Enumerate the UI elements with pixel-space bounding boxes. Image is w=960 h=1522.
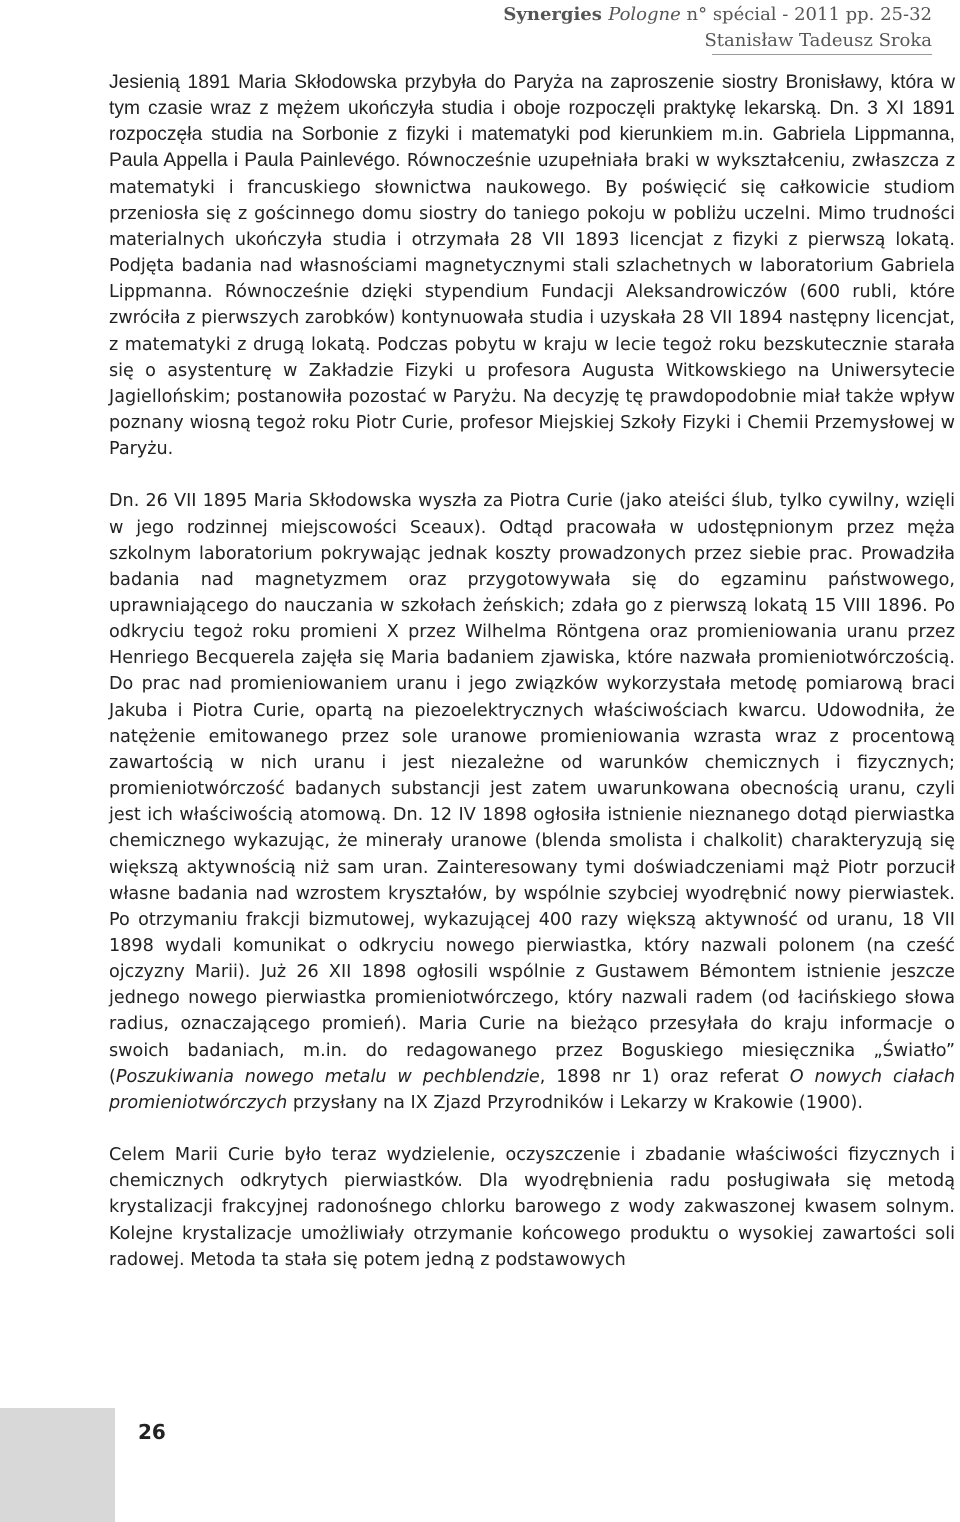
issue-pages: n° spécial - 2011 pp. 25-32: [680, 4, 932, 25]
page-number: 26: [138, 1420, 166, 1444]
paragraph-1-continuation: Równocześnie uzupełniała braki w wykształceniu, zwłaszcza z matematyki i francuskiego słownictwa naukowego. By poświęcić się całkowicie studiom przeniosła się z gościnnego domu siostry do taniego pokoju w pobliżu uczelni. Mimo trudności materialnych ukończyła studia i otrzymała 28 VII 1893 licencjat z fizyki z pierwszą lokatą. Podjęta badania nad własnościami magnetycznymi stali szlachetnych w laboratorium Gabriela Lippmanna. Równocześnie dzięki stypendium Fundacji Aleksandrowiczów (600 rubli, które zwróciła z pierwszych zarobków) kontynuowała studia i uzyskała 28 VII 1894 następny licencjat, z matematyki z drugą lokatą. Podczas pobytu w kraju w lecie tegoż roku bezskutecznie starała się o asystenturę w Zakładzie Fizyki u profesora Augusta Witkowskiego na Uniwersytecie Jagiellońskim; postanowiła pozostać w Paryżu. Na decyzję tę prawdopodobnie miał także wpływ poznany wiosną tegoż roku Piotr Curie, profesor Miejskiej Szkoły Fizyki i Chemii Przemysłowej w Paryżu.: [109, 151, 955, 460]
journal-reference: [503, 2, 932, 28]
running-header: [503, 2, 932, 54]
article-author: Stanisław Tadeusz Sroka: [704, 30, 932, 51]
paragraph-3: Celem Marii Curie było teraz wydzielenie, oczyszczenie i zbadanie właściwości fizycznych i chemicznych odkrytych pierwiastków. Dla wyodrębnienia radu posługiwała się metodą krystalizacji frakcyjnej radonośnego chlorku barowego z wody zakwaszonej kwasem solnym. Kolejne krystalizacje umożliwiały otrzymanie końcowego produktu o wysokiej zawartości soli radowej. Metoda ta stała się potem jedną z podstawowych: [109, 1145, 955, 1270]
paragraph-2-title-italic-1: Poszukiwania nowego metalu w pechblendzie: [115, 1066, 540, 1087]
paragraph-2-text-b: , 1898 nr 1) oraz referat: [539, 1066, 790, 1087]
journal-name: Synergies Pologne: [503, 4, 681, 25]
paragraph-2: [109, 488, 955, 1116]
paragraph-1: [109, 70, 955, 462]
paragraph-gap: [109, 1116, 955, 1142]
header-rule: [712, 54, 932, 55]
paragraph-1-opening: Jesienią 1891 Maria Skłodowska przybyła do Paryża na zaproszenie siostry Bronisławy, która w tym czasie wraz z mężem ukończyła studia i oboje rozpoczęli praktykę lekarską. Dn. 3 XI 1891 rozpoczęła studia na Sorbonie z fizyki i matematyki pod kierunkiem m.in. Gabriela Lippmanna, Paula Appella i Paula Painlevégo.: [109, 72, 955, 172]
article-body: [109, 70, 955, 1273]
paragraph-gap: [109, 462, 955, 488]
paragraph-2-text-c: przysłany na IX Zjazd Przyrodników i Lekarzy w Krakowie (1900).: [287, 1092, 863, 1113]
page-tab: [0, 1408, 115, 1522]
paragraph-2-text-a: Dn. 26 VII 1895 Maria Skłodowska wyszła za Piotra Curie (jako ateiści ślub, tylko cywilny, wzięli w jego rodzinnej miejscowości Sceaux). Odtąd pracowała w udostępnionym przez męża szkolnym laboratorium pokrywając jednak koszty prowadzonych przez siebie prac. Prowadziła badania nad magnetyzmem oraz przygotowywała się do egzaminu państwowego, uprawniającego do nauczania w szkołach żeńskich; zdała go z pierwszą lokatą 15 VIII 1896. Po odkryciu tegoż roku promieni X przez Wilhelma Röntgena oraz promieniowania uranu przez Henriego Becquerela zajęła się Maria badaniem zjawiska, które nazwała promieniotwórczością. Do prac nad promieniowaniem uranu i jego związków wykorzystała metodę pomiarową braci Jakuba i Piotra Curie, opartą na piezoelektrycznych właściwościach kwarcu. Udowodniła, że natężenie emitowanego przez sole uranowe promieniowania wzrasta wraz z procentową zawartością w nich uranu i jest niezależne od warunków chemicznych i fizycznych; promieniotwórczość badanych substancji jest zatem uwarunkowana obecnością uranu, czyli jest ich właściwością atomową. Dn. 12 IV 1898 ogłosiła istnienie nieznanego dotąd pierwiastka chemicznego wykazując, że minerały uranowe (blenda smolista i chalkolit) charakteryzują się większą aktywnością niż sam uran. Zainteresowany tymi doświadczeniami mąż Piotr porzucił własne badania nad wzrostem kryształów, by wspólnie szybciej wyodrębnić nowy pierwiastek. Po otrzymaniu frakcji bizmutowej, wykazującej 400 razy większą aktywność od uranu, 18 VII 1898 wydali komunikat o odkryciu nowego pierwiastka, który nazwali polonem (na cześć ojczyzny Marii). Już 26 XII 1898 ogłosili wspólnie z Gustawem Bémontem istnienie jeszcze jednego nowego pierwiastka promieniotwórczego, który nazwali radem (od łacińskiego słowa radius, oznaczającego promień). Maria Curie na bieżąco przesyłała do kraju informacje o swoich badaniach, m.in. do redagowanego przez Boguskiego miesięcznika „Światło” (: [109, 491, 955, 1087]
paragraph-2-title-italic-2: O nowych ciałach promieniotwórczych: [109, 1066, 955, 1113]
